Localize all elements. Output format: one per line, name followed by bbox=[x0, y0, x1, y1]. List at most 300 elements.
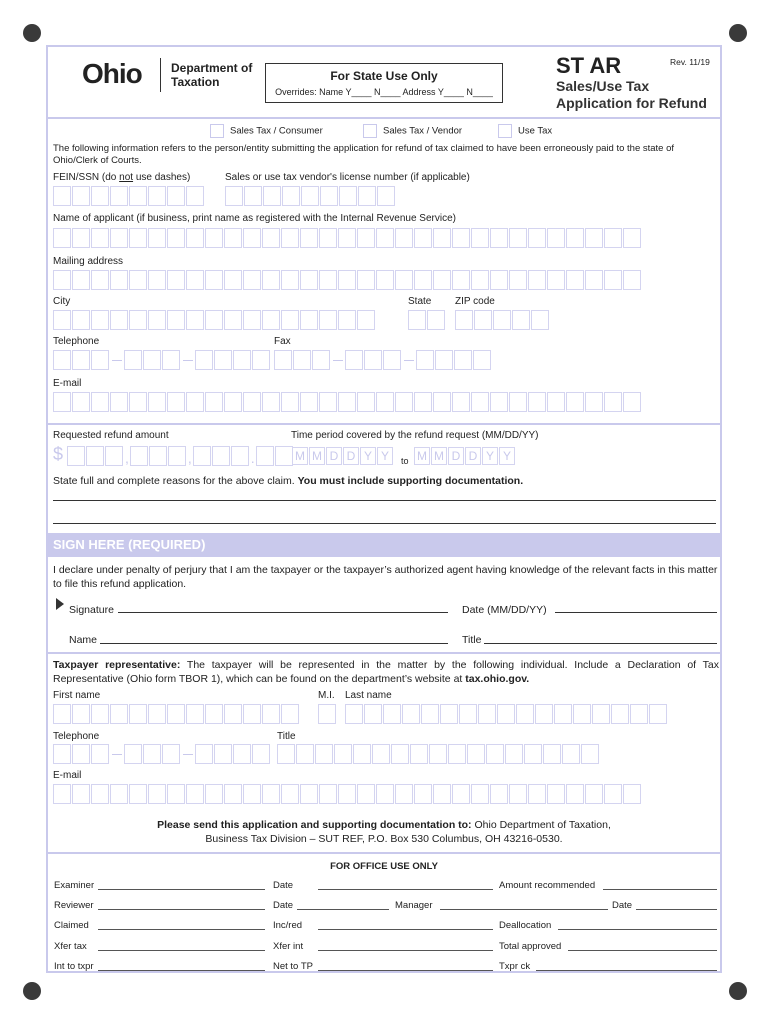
char-box[interactable] bbox=[345, 704, 363, 724]
char-box[interactable] bbox=[471, 270, 489, 290]
office-line-3-b[interactable] bbox=[318, 950, 493, 951]
rep-telephone-input[interactable] bbox=[53, 744, 271, 764]
char-box[interactable] bbox=[72, 784, 90, 804]
refund-amount-input[interactable] bbox=[67, 446, 294, 466]
char-box[interactable] bbox=[91, 392, 109, 412]
char-box[interactable] bbox=[585, 392, 603, 412]
sign-date-line[interactable] bbox=[555, 612, 717, 613]
char-box[interactable] bbox=[301, 186, 319, 206]
date-char-box[interactable]: M bbox=[414, 447, 430, 465]
char-box[interactable] bbox=[167, 784, 185, 804]
char-box[interactable] bbox=[143, 350, 161, 370]
char-box[interactable] bbox=[357, 784, 375, 804]
char-box[interactable] bbox=[148, 392, 166, 412]
date-char-box[interactable]: D bbox=[326, 447, 342, 465]
char-box[interactable] bbox=[319, 270, 337, 290]
char-box[interactable] bbox=[91, 310, 109, 330]
char-box[interactable] bbox=[433, 784, 451, 804]
char-box[interactable] bbox=[186, 784, 204, 804]
char-box[interactable] bbox=[281, 270, 299, 290]
char-box[interactable] bbox=[281, 228, 299, 248]
char-box[interactable] bbox=[471, 784, 489, 804]
office-line-4-b[interactable] bbox=[318, 970, 493, 971]
char-box[interactable] bbox=[186, 704, 204, 724]
char-box[interactable] bbox=[275, 446, 293, 466]
char-box[interactable] bbox=[339, 186, 357, 206]
char-box[interactable] bbox=[604, 392, 622, 412]
char-box[interactable] bbox=[338, 228, 356, 248]
char-box[interactable] bbox=[433, 270, 451, 290]
char-box[interactable] bbox=[262, 392, 280, 412]
char-box[interactable] bbox=[338, 392, 356, 412]
period-end-input[interactable] bbox=[414, 447, 516, 465]
office-line-4-a[interactable] bbox=[98, 970, 265, 971]
char-box[interactable] bbox=[262, 784, 280, 804]
date-char-box[interactable]: D bbox=[343, 447, 359, 465]
char-box[interactable] bbox=[338, 270, 356, 290]
char-box[interactable] bbox=[345, 350, 363, 370]
char-box[interactable] bbox=[148, 310, 166, 330]
office-line-4-c[interactable] bbox=[536, 970, 717, 971]
office-line-2-a[interactable] bbox=[98, 929, 265, 930]
char-box[interactable] bbox=[543, 744, 561, 764]
char-box[interactable] bbox=[214, 744, 232, 764]
char-box[interactable] bbox=[376, 228, 394, 248]
char-box[interactable] bbox=[252, 744, 270, 764]
char-box[interactable] bbox=[566, 228, 584, 248]
char-box[interactable] bbox=[129, 784, 147, 804]
char-box[interactable] bbox=[623, 784, 641, 804]
char-box[interactable] bbox=[130, 446, 148, 466]
char-box[interactable] bbox=[262, 704, 280, 724]
char-box[interactable] bbox=[72, 228, 90, 248]
char-box[interactable] bbox=[429, 744, 447, 764]
char-box[interactable] bbox=[67, 446, 85, 466]
char-box[interactable] bbox=[195, 350, 213, 370]
char-box[interactable] bbox=[524, 744, 542, 764]
office-line-0-a[interactable] bbox=[98, 889, 265, 890]
char-box[interactable] bbox=[252, 350, 270, 370]
char-box[interactable] bbox=[186, 228, 204, 248]
char-box[interactable] bbox=[592, 704, 610, 724]
fax-input[interactable] bbox=[274, 350, 492, 370]
char-box[interactable] bbox=[212, 446, 230, 466]
char-box[interactable] bbox=[315, 744, 333, 764]
char-box[interactable] bbox=[318, 704, 336, 724]
char-box[interactable] bbox=[395, 270, 413, 290]
char-box[interactable] bbox=[186, 310, 204, 330]
char-box[interactable] bbox=[262, 270, 280, 290]
char-box[interactable] bbox=[376, 784, 394, 804]
char-box[interactable] bbox=[486, 744, 504, 764]
char-box[interactable] bbox=[53, 270, 71, 290]
char-box[interactable] bbox=[224, 270, 242, 290]
checkbox-sales-consumer[interactable] bbox=[210, 124, 224, 138]
char-box[interactable] bbox=[231, 446, 249, 466]
char-box[interactable] bbox=[334, 744, 352, 764]
date-char-box[interactable]: Y bbox=[482, 447, 498, 465]
char-box[interactable] bbox=[186, 270, 204, 290]
state-input[interactable] bbox=[408, 310, 446, 330]
char-box[interactable] bbox=[243, 270, 261, 290]
char-box[interactable] bbox=[110, 186, 128, 206]
char-box[interactable] bbox=[435, 350, 453, 370]
date-char-box[interactable]: D bbox=[465, 447, 481, 465]
char-box[interactable] bbox=[224, 784, 242, 804]
char-box[interactable] bbox=[129, 270, 147, 290]
char-box[interactable] bbox=[274, 350, 292, 370]
char-box[interactable] bbox=[319, 310, 337, 330]
char-box[interactable] bbox=[53, 228, 71, 248]
char-box[interactable] bbox=[224, 392, 242, 412]
char-box[interactable] bbox=[414, 270, 432, 290]
char-box[interactable] bbox=[72, 270, 90, 290]
char-box[interactable] bbox=[300, 270, 318, 290]
char-box[interactable] bbox=[455, 310, 473, 330]
office-line-1-a[interactable] bbox=[98, 909, 265, 910]
char-box[interactable] bbox=[281, 704, 299, 724]
char-box[interactable] bbox=[233, 744, 251, 764]
option-use-tax[interactable] bbox=[498, 124, 552, 138]
char-box[interactable] bbox=[124, 744, 142, 764]
char-box[interactable] bbox=[167, 392, 185, 412]
char-box[interactable] bbox=[566, 392, 584, 412]
char-box[interactable] bbox=[509, 784, 527, 804]
char-box[interactable] bbox=[338, 310, 356, 330]
date-char-box[interactable]: M bbox=[292, 447, 308, 465]
char-box[interactable] bbox=[395, 392, 413, 412]
char-box[interactable] bbox=[143, 744, 161, 764]
char-box[interactable] bbox=[364, 704, 382, 724]
char-box[interactable] bbox=[528, 784, 546, 804]
mailing-address-input[interactable] bbox=[53, 270, 642, 290]
char-box[interactable] bbox=[531, 310, 549, 330]
sign-name-line[interactable] bbox=[100, 643, 448, 644]
char-box[interactable] bbox=[490, 270, 508, 290]
char-box[interactable] bbox=[293, 350, 311, 370]
char-box[interactable] bbox=[416, 350, 434, 370]
char-box[interactable] bbox=[408, 310, 426, 330]
char-box[interactable] bbox=[528, 270, 546, 290]
char-box[interactable] bbox=[547, 228, 565, 248]
checkbox-use-tax[interactable] bbox=[498, 124, 512, 138]
char-box[interactable] bbox=[148, 784, 166, 804]
char-box[interactable] bbox=[281, 784, 299, 804]
char-box[interactable] bbox=[473, 350, 491, 370]
fein-input[interactable] bbox=[53, 186, 205, 206]
char-box[interactable] bbox=[376, 392, 394, 412]
char-box[interactable] bbox=[281, 392, 299, 412]
char-box[interactable] bbox=[193, 446, 211, 466]
char-box[interactable] bbox=[53, 186, 71, 206]
char-box[interactable] bbox=[148, 270, 166, 290]
char-box[interactable] bbox=[471, 228, 489, 248]
char-box[interactable] bbox=[516, 704, 534, 724]
char-box[interactable] bbox=[433, 392, 451, 412]
char-box[interactable] bbox=[91, 704, 109, 724]
char-box[interactable] bbox=[91, 784, 109, 804]
rep-first-name-input[interactable] bbox=[53, 704, 300, 724]
char-box[interactable] bbox=[649, 704, 667, 724]
char-box[interactable] bbox=[509, 228, 527, 248]
char-box[interactable] bbox=[256, 446, 274, 466]
char-box[interactable] bbox=[338, 784, 356, 804]
char-box[interactable] bbox=[243, 704, 261, 724]
char-box[interactable] bbox=[377, 186, 395, 206]
office-manager-date-line[interactable] bbox=[636, 909, 717, 910]
char-box[interactable] bbox=[148, 186, 166, 206]
rep-last-name-input[interactable] bbox=[345, 704, 668, 724]
char-box[interactable] bbox=[225, 186, 243, 206]
char-box[interactable] bbox=[129, 310, 147, 330]
zip-input[interactable] bbox=[455, 310, 550, 330]
vendor-license-input[interactable] bbox=[225, 186, 396, 206]
char-box[interactable] bbox=[414, 784, 432, 804]
char-box[interactable] bbox=[124, 350, 142, 370]
char-box[interactable] bbox=[262, 310, 280, 330]
char-box[interactable] bbox=[478, 704, 496, 724]
char-box[interactable] bbox=[528, 228, 546, 248]
signature-line[interactable] bbox=[118, 612, 448, 613]
office-line-2-c[interactable] bbox=[558, 929, 717, 930]
char-box[interactable] bbox=[72, 186, 90, 206]
char-box[interactable] bbox=[186, 392, 204, 412]
char-box[interactable] bbox=[91, 186, 109, 206]
char-box[interactable] bbox=[233, 350, 251, 370]
char-box[interactable] bbox=[91, 228, 109, 248]
date-char-box[interactable]: M bbox=[309, 447, 325, 465]
char-box[interactable] bbox=[604, 228, 622, 248]
char-box[interactable] bbox=[414, 392, 432, 412]
char-box[interactable] bbox=[566, 784, 584, 804]
char-box[interactable] bbox=[167, 186, 185, 206]
char-box[interactable] bbox=[224, 704, 242, 724]
char-box[interactable] bbox=[528, 392, 546, 412]
char-box[interactable] bbox=[364, 350, 382, 370]
char-box[interactable] bbox=[454, 350, 472, 370]
period-start-input[interactable] bbox=[292, 447, 394, 465]
char-box[interactable] bbox=[490, 228, 508, 248]
char-box[interactable] bbox=[167, 270, 185, 290]
char-box[interactable] bbox=[357, 392, 375, 412]
char-box[interactable] bbox=[162, 350, 180, 370]
char-box[interactable] bbox=[91, 270, 109, 290]
char-box[interactable] bbox=[110, 270, 128, 290]
char-box[interactable] bbox=[554, 704, 572, 724]
char-box[interactable] bbox=[604, 784, 622, 804]
option-sales-consumer[interactable] bbox=[210, 124, 363, 138]
char-box[interactable] bbox=[319, 392, 337, 412]
char-box[interactable] bbox=[604, 270, 622, 290]
char-box[interactable] bbox=[459, 704, 477, 724]
char-box[interactable] bbox=[110, 784, 128, 804]
char-box[interactable] bbox=[148, 228, 166, 248]
char-box[interactable] bbox=[72, 392, 90, 412]
char-box[interactable] bbox=[167, 310, 185, 330]
char-box[interactable] bbox=[300, 228, 318, 248]
char-box[interactable] bbox=[395, 784, 413, 804]
char-box[interactable] bbox=[129, 186, 147, 206]
char-box[interactable] bbox=[509, 392, 527, 412]
char-box[interactable] bbox=[243, 392, 261, 412]
char-box[interactable] bbox=[585, 784, 603, 804]
email-input[interactable] bbox=[53, 392, 642, 412]
date-char-box[interactable]: Y bbox=[499, 447, 515, 465]
char-box[interactable] bbox=[357, 270, 375, 290]
reasons-line-2[interactable] bbox=[53, 523, 716, 524]
char-box[interactable] bbox=[611, 704, 629, 724]
char-box[interactable] bbox=[448, 744, 466, 764]
date-char-box[interactable]: Y bbox=[360, 447, 376, 465]
char-box[interactable] bbox=[281, 310, 299, 330]
char-box[interactable] bbox=[547, 392, 565, 412]
char-box[interactable] bbox=[353, 744, 371, 764]
char-box[interactable] bbox=[110, 228, 128, 248]
char-box[interactable] bbox=[512, 310, 530, 330]
char-box[interactable] bbox=[243, 228, 261, 248]
char-box[interactable] bbox=[509, 270, 527, 290]
char-box[interactable] bbox=[319, 228, 337, 248]
char-box[interactable] bbox=[244, 186, 262, 206]
char-box[interactable] bbox=[296, 744, 314, 764]
rep-email-input[interactable] bbox=[53, 784, 642, 804]
option-sales-vendor[interactable] bbox=[363, 124, 498, 138]
char-box[interactable] bbox=[205, 310, 223, 330]
char-box[interactable] bbox=[581, 744, 599, 764]
char-box[interactable] bbox=[383, 704, 401, 724]
char-box[interactable] bbox=[471, 392, 489, 412]
char-box[interactable] bbox=[167, 704, 185, 724]
city-input[interactable] bbox=[53, 310, 376, 330]
char-box[interactable] bbox=[162, 744, 180, 764]
char-box[interactable] bbox=[623, 228, 641, 248]
char-box[interactable] bbox=[53, 310, 71, 330]
char-box[interactable] bbox=[497, 704, 515, 724]
rep-title-input[interactable] bbox=[277, 744, 600, 764]
char-box[interactable] bbox=[262, 228, 280, 248]
char-box[interactable] bbox=[205, 392, 223, 412]
char-box[interactable] bbox=[91, 744, 109, 764]
char-box[interactable] bbox=[277, 744, 295, 764]
char-box[interactable] bbox=[243, 784, 261, 804]
char-box[interactable] bbox=[110, 704, 128, 724]
char-box[interactable] bbox=[357, 228, 375, 248]
office-line-1-b[interactable] bbox=[297, 909, 389, 910]
char-box[interactable] bbox=[195, 744, 213, 764]
char-box[interactable] bbox=[573, 704, 591, 724]
char-box[interactable] bbox=[224, 310, 242, 330]
char-box[interactable] bbox=[452, 784, 470, 804]
char-box[interactable] bbox=[383, 350, 401, 370]
char-box[interactable] bbox=[623, 392, 641, 412]
office-line-3-a[interactable] bbox=[98, 950, 265, 951]
char-box[interactable] bbox=[630, 704, 648, 724]
char-box[interactable] bbox=[433, 228, 451, 248]
char-box[interactable] bbox=[440, 704, 458, 724]
char-box[interactable] bbox=[205, 784, 223, 804]
char-box[interactable] bbox=[391, 744, 409, 764]
char-box[interactable] bbox=[105, 446, 123, 466]
char-box[interactable] bbox=[312, 350, 330, 370]
char-box[interactable] bbox=[224, 228, 242, 248]
char-box[interactable] bbox=[53, 350, 71, 370]
char-box[interactable] bbox=[421, 704, 439, 724]
char-box[interactable] bbox=[319, 784, 337, 804]
char-box[interactable] bbox=[585, 270, 603, 290]
char-box[interactable] bbox=[372, 744, 390, 764]
char-box[interactable] bbox=[110, 310, 128, 330]
char-box[interactable] bbox=[490, 784, 508, 804]
char-box[interactable] bbox=[395, 228, 413, 248]
char-box[interactable] bbox=[72, 704, 90, 724]
char-box[interactable] bbox=[414, 228, 432, 248]
char-box[interactable] bbox=[566, 270, 584, 290]
char-box[interactable] bbox=[474, 310, 492, 330]
char-box[interactable] bbox=[562, 744, 580, 764]
date-char-box[interactable]: D bbox=[448, 447, 464, 465]
char-box[interactable] bbox=[427, 310, 445, 330]
char-box[interactable] bbox=[53, 744, 71, 764]
char-box[interactable] bbox=[547, 270, 565, 290]
char-box[interactable] bbox=[72, 350, 90, 370]
char-box[interactable] bbox=[129, 704, 147, 724]
date-char-box[interactable]: Y bbox=[377, 447, 393, 465]
office-line-3-c[interactable] bbox=[568, 950, 717, 951]
char-box[interactable] bbox=[452, 270, 470, 290]
char-box[interactable] bbox=[168, 446, 186, 466]
char-box[interactable] bbox=[452, 392, 470, 412]
office-line-0-c[interactable] bbox=[603, 889, 717, 890]
char-box[interactable] bbox=[493, 310, 511, 330]
char-box[interactable] bbox=[53, 704, 71, 724]
char-box[interactable] bbox=[186, 186, 204, 206]
char-box[interactable] bbox=[243, 310, 261, 330]
char-box[interactable] bbox=[358, 186, 376, 206]
char-box[interactable] bbox=[263, 186, 281, 206]
char-box[interactable] bbox=[205, 704, 223, 724]
char-box[interactable] bbox=[129, 228, 147, 248]
char-box[interactable] bbox=[547, 784, 565, 804]
char-box[interactable] bbox=[282, 186, 300, 206]
char-box[interactable] bbox=[205, 228, 223, 248]
char-box[interactable] bbox=[167, 228, 185, 248]
office-manager-line[interactable] bbox=[440, 909, 608, 910]
char-box[interactable] bbox=[585, 228, 603, 248]
date-char-box[interactable]: M bbox=[431, 447, 447, 465]
char-box[interactable] bbox=[410, 744, 428, 764]
char-box[interactable] bbox=[452, 228, 470, 248]
char-box[interactable] bbox=[72, 310, 90, 330]
char-box[interactable] bbox=[91, 350, 109, 370]
char-box[interactable] bbox=[86, 446, 104, 466]
char-box[interactable] bbox=[148, 704, 166, 724]
reasons-line-1[interactable] bbox=[53, 500, 716, 501]
sign-title-line[interactable] bbox=[484, 643, 717, 644]
char-box[interactable] bbox=[72, 744, 90, 764]
char-box[interactable] bbox=[300, 392, 318, 412]
checkbox-sales-vendor[interactable] bbox=[363, 124, 377, 138]
office-line-2-b[interactable] bbox=[318, 929, 493, 930]
char-box[interactable] bbox=[320, 186, 338, 206]
char-box[interactable] bbox=[110, 392, 128, 412]
char-box[interactable] bbox=[376, 270, 394, 290]
char-box[interactable] bbox=[53, 784, 71, 804]
applicant-name-input[interactable] bbox=[53, 228, 642, 248]
char-box[interactable] bbox=[623, 270, 641, 290]
char-box[interactable] bbox=[53, 392, 71, 412]
char-box[interactable] bbox=[505, 744, 523, 764]
office-line-0-b[interactable] bbox=[318, 889, 493, 890]
